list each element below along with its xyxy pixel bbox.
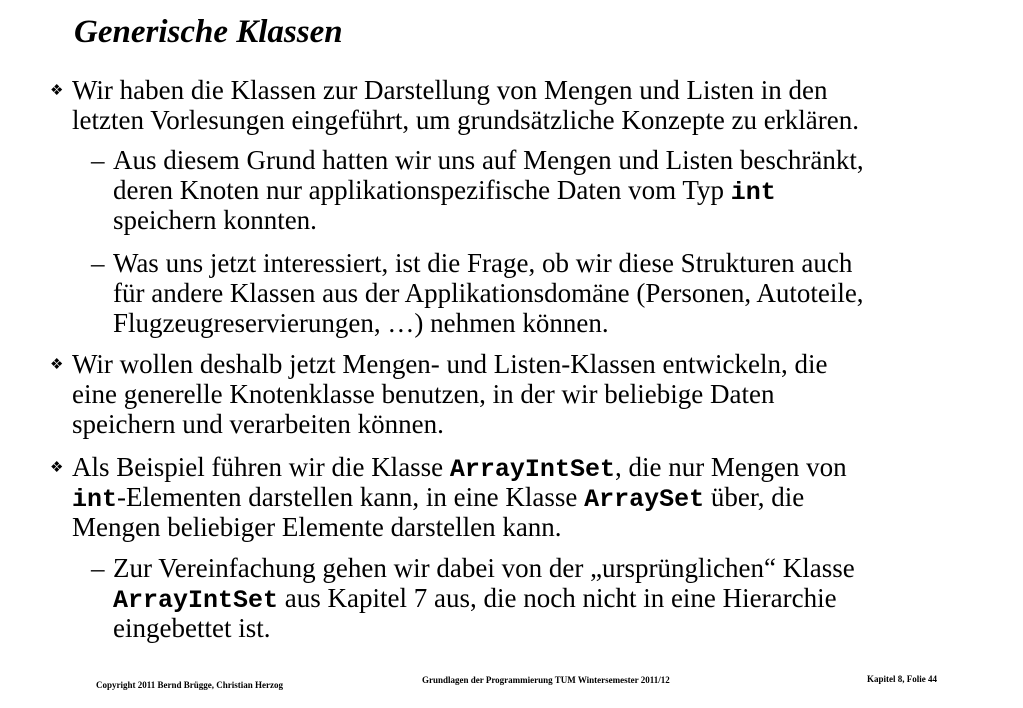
bullet-icon: ❖ — [50, 460, 64, 476]
sub-2-line-3: Flugzeugreservierungen, …) nehmen können. — [113, 308, 609, 338]
bullet-1-line-1: Wir haben die Klassen zur Darstellung von Mengen und Listen in den — [72, 75, 828, 105]
dash-icon: – — [91, 248, 105, 278]
bullet-icon: ❖ — [50, 357, 64, 373]
sub-3-text: aus Kapitel 7 aus, die noch nicht in eine Hierarchie — [278, 583, 837, 613]
sub-3-line-3: eingebettet ist. — [113, 613, 271, 643]
bullet-3-text-c: -Elementen darstellen kann, in eine Klasse — [117, 482, 585, 512]
sub-1-line-3: speichern konnten. — [113, 205, 317, 235]
bullet-3-line-1 — [72, 452, 847, 485]
code-arrayintset: ArrayIntSet — [113, 586, 279, 615]
dash-icon: – — [91, 145, 105, 175]
code-int: int — [730, 178, 776, 207]
code-arrayset: ArraySet — [584, 485, 705, 514]
bullet-icon: ❖ — [50, 83, 64, 99]
bullet-3-text-d: über, die — [704, 482, 805, 512]
footer-page-number: Kapitel 8, Folie 44 — [867, 674, 937, 684]
bullet-3-text-b: , die nur Mengen von — [614, 452, 847, 482]
code-int: int — [72, 485, 118, 514]
sub-1-line-1: Aus diesem Grund hatten wir uns auf Mengen und Listen beschränkt, — [113, 145, 864, 175]
footer-copyright: Copyright 2011 Bernd Brügge, Christian Herzog — [96, 680, 283, 690]
bullet-2-line-3: speichern und verarbeiten können. — [72, 409, 444, 439]
code-arrayintset: ArrayIntSet — [449, 455, 615, 484]
sub-3-line-1: Zur Vereinfachung gehen wir dabei von der „ursprünglichen“ Klasse — [113, 553, 855, 583]
dash-icon: – — [91, 553, 105, 583]
sub-1-line-2-text: deren Knoten nur applikationspezifische Daten vom Typ — [113, 175, 731, 205]
sub-3-line-2 — [113, 583, 837, 616]
bullet-3-text-a: Als Beispiel führen wir die Klasse — [72, 452, 450, 482]
bullet-3-line-3: Mengen beliebiger Elemente darstellen kann. — [72, 512, 562, 542]
slide-title: Generische Klassen — [74, 14, 343, 50]
sub-2-line-1: Was uns jetzt interessiert, ist die Frage, ob wir diese Strukturen auch — [113, 248, 853, 278]
bullet-2-line-2: eine generelle Knotenklasse benutzen, in der wir beliebige Daten — [72, 379, 775, 409]
footer-course: Grundlagen der Programmierung TUM Wintersemester 2011/12 — [422, 675, 670, 685]
bullet-1-line-2: letzten Vorlesungen eingeführt, um grundsätzliche Konzepte zu erklären. — [72, 105, 859, 135]
bullet-3-line-2 — [72, 482, 804, 515]
sub-2-line-2: für andere Klassen aus der Applikationsdomäne (Personen, Autoteile, — [113, 278, 864, 308]
sub-1-line-2 — [113, 175, 776, 208]
bullet-2-line-1: Wir wollen deshalb jetzt Mengen- und Listen-Klassen entwickeln, die — [72, 349, 828, 379]
